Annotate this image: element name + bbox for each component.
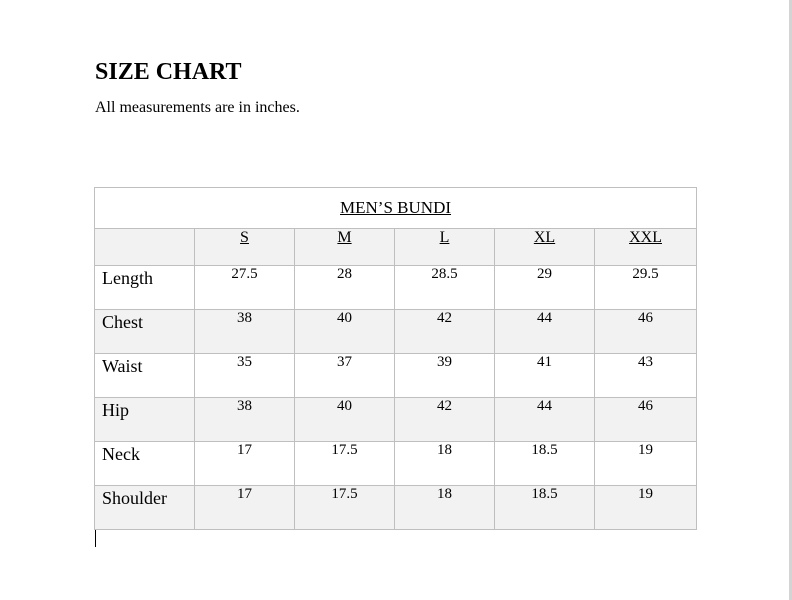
- table-cell: 27.5: [195, 266, 295, 310]
- header-cell: [595, 229, 697, 266]
- table-cell: 42: [395, 310, 495, 354]
- table-cell: 19: [595, 486, 697, 530]
- table-row-waist: [95, 354, 697, 398]
- size-label-s: S: [240, 229, 249, 246]
- table-cell: 46: [595, 310, 697, 354]
- page-title: SIZE CHART: [95, 59, 242, 85]
- table-cell: 35: [195, 354, 295, 398]
- table-cell: 29.5: [595, 266, 697, 310]
- size-label-xl: XL: [533, 229, 556, 246]
- table-cell: 40: [295, 310, 395, 354]
- table-cell: 18.5: [495, 486, 595, 530]
- table-cell: 17: [195, 442, 295, 486]
- row-label: Chest: [95, 310, 195, 354]
- table-cell: 37: [295, 354, 395, 398]
- table-row-neck: [95, 442, 697, 486]
- table-cell: 19: [595, 442, 697, 486]
- header-cell: [295, 229, 395, 266]
- table-row-chest: [95, 310, 697, 354]
- size-chart-table: [94, 187, 697, 530]
- table-cell: 44: [495, 310, 595, 354]
- table-caption: MEN’S BUNDI: [340, 198, 452, 217]
- row-label: Shoulder: [95, 486, 195, 530]
- size-label-l: L: [439, 229, 450, 246]
- table-cell: 39: [395, 354, 495, 398]
- size-label-m: M: [337, 229, 352, 246]
- table-cell: 18.5: [495, 442, 595, 486]
- table-row-shoulder: [95, 486, 697, 530]
- size-label-xxl: XXL: [629, 229, 662, 246]
- header-cell: [495, 229, 595, 266]
- header-empty-cell: [95, 229, 195, 266]
- table-cell: 46: [595, 398, 697, 442]
- table-cell: 18: [395, 486, 495, 530]
- header-cell: [195, 229, 295, 266]
- table-caption-row: [95, 188, 697, 229]
- page-subtitle: All measurements are in inches.: [95, 99, 300, 116]
- table-cell: 41: [495, 354, 595, 398]
- table-cell: 18: [395, 442, 495, 486]
- header-cell: [395, 229, 495, 266]
- row-label: Length: [95, 266, 195, 310]
- table-cell: 38: [195, 398, 295, 442]
- table-row-hip: [95, 398, 697, 442]
- table-cell: 17.5: [295, 486, 395, 530]
- table-cell: 28: [295, 266, 395, 310]
- table-cell: 17: [195, 486, 295, 530]
- row-label: Hip: [95, 398, 195, 442]
- text-cursor[interactable]: [95, 530, 96, 547]
- table-row-length: [95, 266, 697, 310]
- table-cell: 44: [495, 398, 595, 442]
- table-caption-cell: [95, 188, 697, 229]
- row-label: Waist: [95, 354, 195, 398]
- table-cell: 29: [495, 266, 595, 310]
- table-cell: 38: [195, 310, 295, 354]
- table-cell: 42: [395, 398, 495, 442]
- table-cell: 28.5: [395, 266, 495, 310]
- table-cell: 17.5: [295, 442, 395, 486]
- table-cell: 43: [595, 354, 697, 398]
- table-header-row: [95, 229, 697, 266]
- table-cell: 40: [295, 398, 395, 442]
- row-label: Neck: [95, 442, 195, 486]
